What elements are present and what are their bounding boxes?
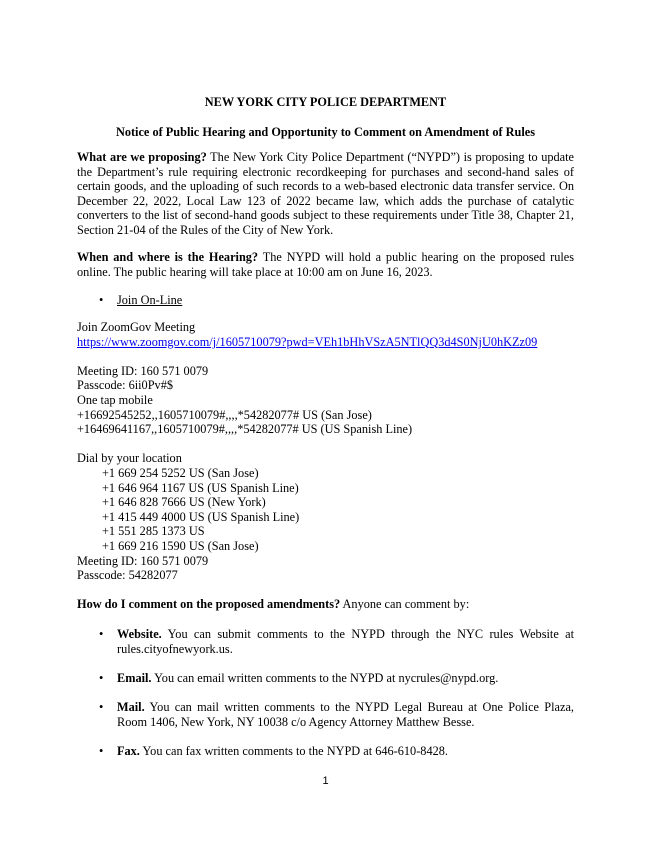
join-online-item: [77, 293, 574, 308]
comment-label: How do I comment on the proposed amendments?: [77, 597, 341, 611]
comment-item-fax: [77, 744, 574, 759]
one-tap-number-2: +16469641167,,1605710079#,,,,*54282077# US (US Spanish Line): [77, 422, 413, 437]
dial-number: +1 551 285 1373 US: [102, 524, 205, 539]
item-text: You can email written comments to the NYPD at nycrules@nypd.org.: [154, 671, 499, 685]
dial-number: +1 669 254 5252 US (San Jose): [102, 465, 259, 480]
zoom-heading: Join ZoomGov Meeting: [77, 320, 196, 334]
document-page: [77, 0, 574, 841]
dial-number: +1 646 964 1167 US (US Spanish Line): [102, 480, 299, 495]
item-label: Website.: [117, 627, 162, 641]
passcode: Passcode: 6ii0Pv#$: [77, 378, 173, 393]
bullet-icon: •: [99, 671, 104, 685]
item-text: You can mail written comments to the NYPD Legal Bureau at One Police Plaza, Room 1406, New York, NY 10038 c/o Agency Attorney Matthew Besse.: [117, 700, 574, 729]
bullet-icon: •: [99, 700, 104, 714]
item-label: Mail.: [117, 700, 145, 714]
item-label: Fax.: [117, 744, 140, 758]
bullet-icon: •: [99, 627, 104, 641]
proposing-label: What are we proposing?: [77, 150, 207, 164]
item-label: Email.: [117, 671, 152, 685]
proposing-paragraph: [77, 150, 574, 238]
dial-heading: Dial by your location: [77, 451, 182, 466]
comment-item-mail: [77, 700, 574, 729]
hearing-label: When and where is the Hearing?: [77, 250, 259, 264]
meeting-id: Meeting ID: 160 571 0079: [77, 363, 209, 378]
page-subtitle: Notice of Public Hearing and Opportunity to Comment on Amendment of Rules: [115, 125, 536, 139]
proposing-text: The New York City Police Department (“NYPD”) is proposing to update the Department’s rule requiring electronic recordkeeping for purchases and second-hand sales of certain goods, and the uploading of such records to a web-based electronic data transfer service. On December 22, 2022, Local Law 123 of 2022 became law, which adds the purchase of catalytic converters to the list of second-hand goods subject to these requirements under Title 38, Chapter 21, Section 21-04 of the Rules of the City of New York.: [77, 150, 574, 237]
hearing-text: The NYPD will hold a public hearing on the proposed rules online. The public hearing will take place at 10:00 am on June 16, 2023.: [77, 250, 575, 279]
zoom-details: [77, 320, 597, 583]
comment-intro: [77, 597, 574, 612]
dial-number: +1 669 216 1590 US (San Jose): [102, 538, 259, 553]
one-tap-heading: One tap mobile: [77, 392, 153, 407]
bullet-icon: •: [99, 293, 104, 307]
zoom-url-link[interactable]: https://www.zoomgov.com/j/1605710079?pwd=VEh1bHhVSzA5NTlQQ3d4S0NjU0hKZz09: [77, 334, 538, 349]
hearing-paragraph: [77, 250, 574, 279]
comment-item-website: [77, 627, 574, 656]
passcode-2: Passcode: 54282077: [77, 568, 178, 583]
bullet-icon: •: [99, 744, 104, 758]
comment-item-email: [77, 671, 574, 686]
dial-number: +1 415 449 4000 US (US Spanish Line): [102, 509, 300, 524]
page-number: 1: [322, 775, 329, 787]
item-text: You can submit comments to the NYPD through the NYC rules Website at rules.cityofnewyork.us.: [117, 627, 574, 656]
one-tap-number-1: +16692545252,,1605710079#,,,,*54282077# US (San Jose): [77, 407, 372, 422]
join-online-link[interactable]: Join On-Line: [117, 293, 183, 307]
meeting-id-2: Meeting ID: 160 571 0079: [77, 553, 209, 568]
dial-number: +1 646 828 7666 US (New York): [102, 495, 266, 510]
item-text: You can fax written comments to the NYPD at 646-610-8428.: [142, 744, 448, 758]
page-title: NEW YORK CITY POLICE DEPARTMENT: [204, 95, 447, 109]
comment-text: Anyone can comment by:: [342, 597, 470, 611]
